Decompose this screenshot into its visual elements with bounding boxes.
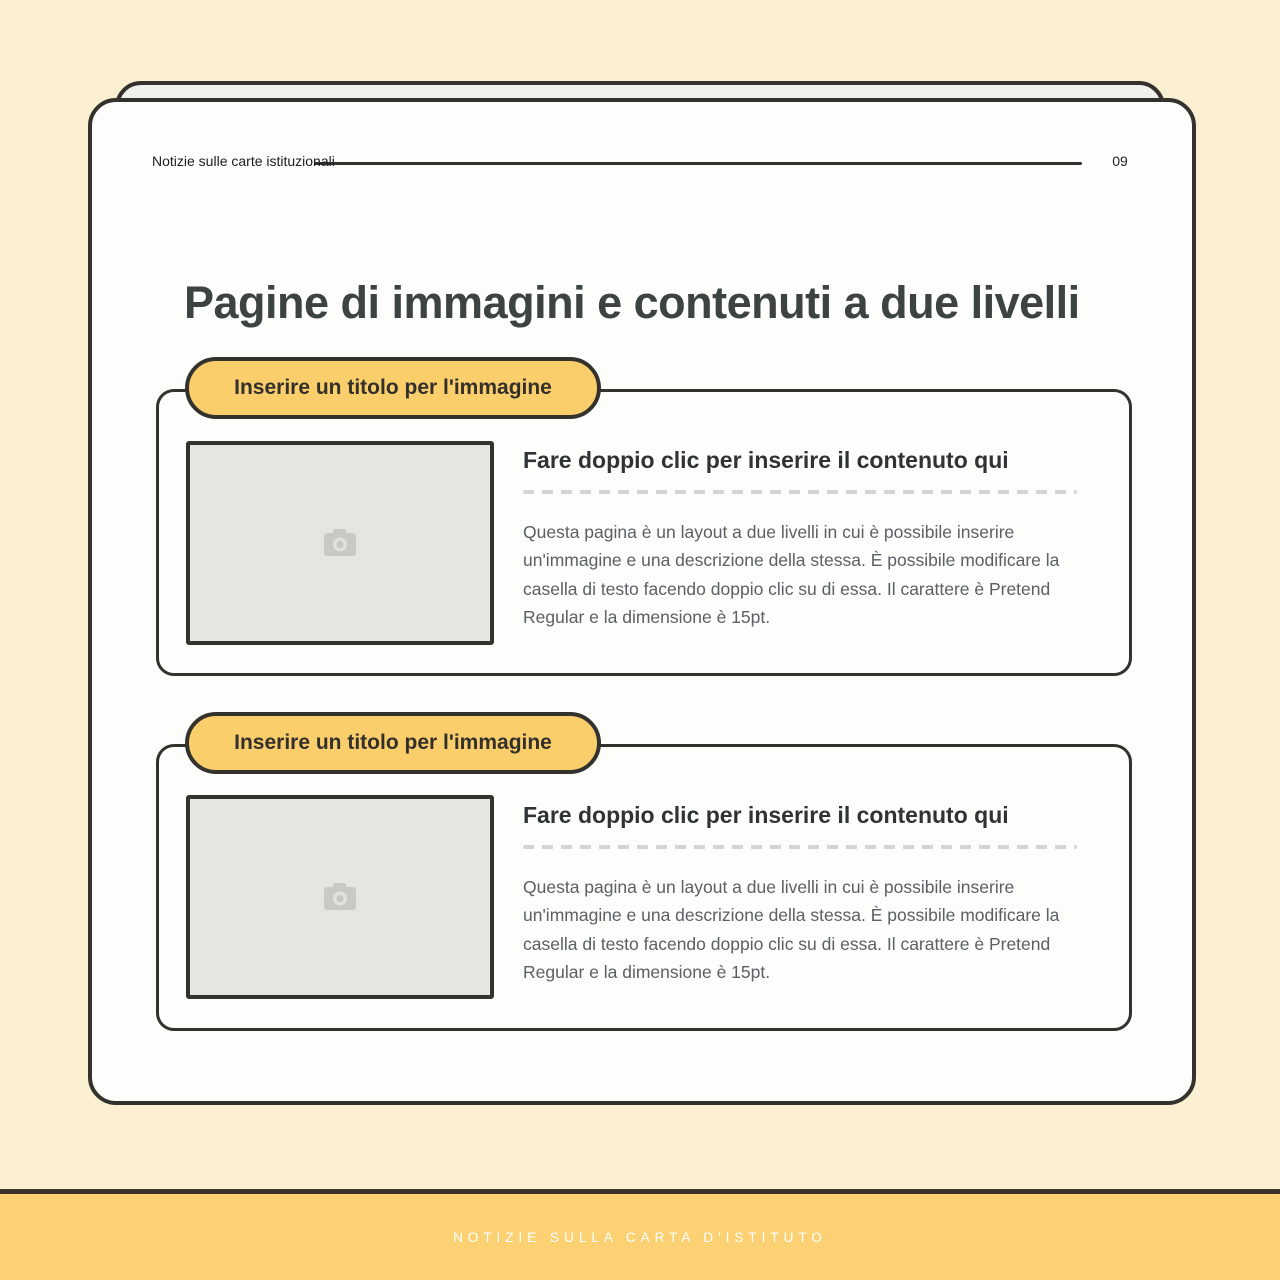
content-heading[interactable]: Fare doppio clic per inserire il contenuto qui [523,447,1009,473]
image-placeholder[interactable] [186,441,494,645]
camera-icon [322,528,358,558]
dashed-divider [523,490,1077,494]
footer-label: NOTIZIE SULLA CARTA D'ISTITUTO [453,1229,827,1245]
image-title-badge[interactable]: Inserire un titolo per l'immagine [185,712,601,774]
content-body[interactable]: Questa pagina è un layout a due livelli in cui è possibile inserire un'immagine e una descrizione della stessa. È possibile modificare la casella di testo facendo doppio clic su di essa. Il carattere è Pretend Regular e la dimensione è 15pt. [523,521,1060,628]
image-title-badge[interactable]: Inserire un titolo per l'immagine [185,357,601,419]
dashed-divider [523,845,1077,849]
page-number: 09 [1112,153,1128,169]
page-title: Pagine di immagini e contenuti a due livelli [184,277,1080,329]
section-content [523,446,1079,632]
section-content [523,801,1079,987]
image-placeholder[interactable] [186,795,494,999]
content-body[interactable]: Questa pagina è un layout a due livelli in cui è possibile inserire un'immagine e una descrizione della stessa. È possibile modificare la casella di testo facendo doppio clic su di essa. Il carattere è Pretend Regular e la dimensione è 15pt. [523,876,1060,983]
header-rule-line [314,162,1082,165]
content-heading[interactable]: Fare doppio clic per inserire il contenuto qui [523,802,1009,828]
header-label: Notizie sulle carte istituzionali [152,153,335,169]
footer-bar [0,1194,1280,1280]
slide-card [88,98,1196,1105]
camera-icon [322,882,358,912]
